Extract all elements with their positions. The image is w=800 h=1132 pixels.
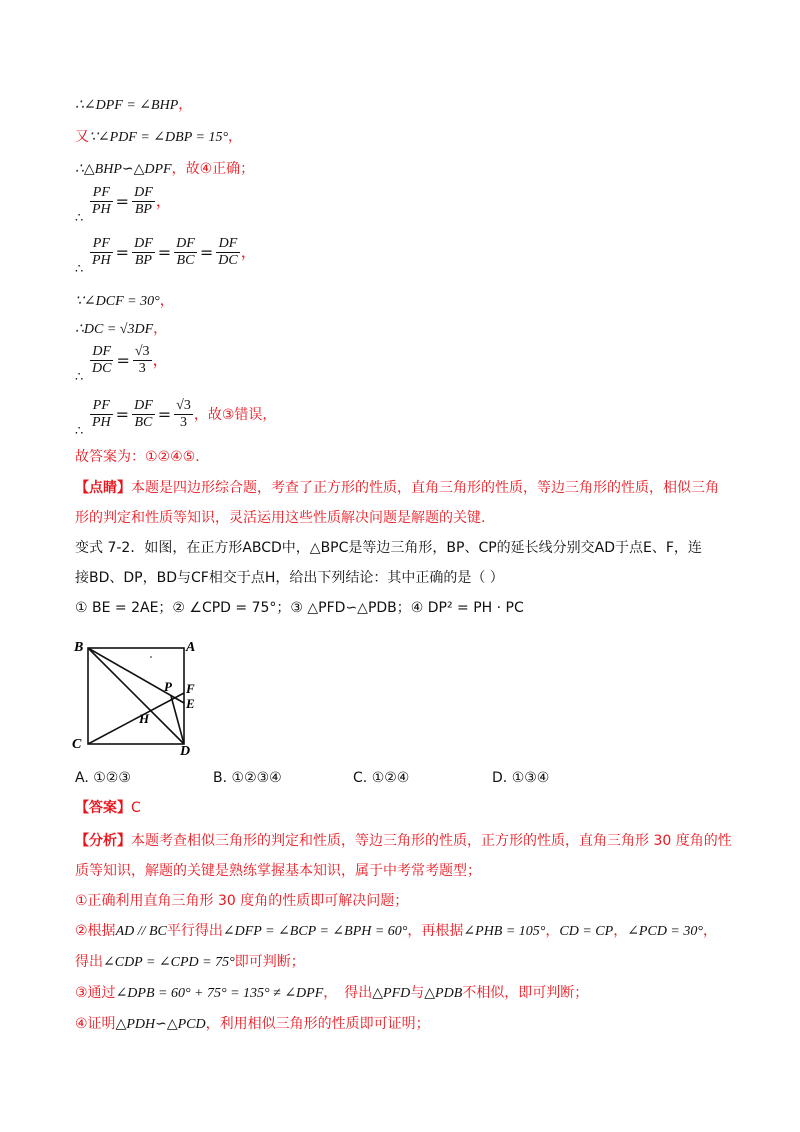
therefore-symbol: ∴ [75, 211, 84, 226]
answer-summary: 故答案为：①②④⑤. [75, 449, 200, 465]
step-7-math: ∴DC = √3DF [75, 322, 154, 337]
analysis-block [75, 826, 735, 1040]
option-d[interactable]: D. ①③④ [492, 770, 550, 786]
step-line-6 [75, 292, 174, 311]
step-3-tail: ，故④正确； [171, 161, 255, 177]
step-2-tail: ， [228, 129, 243, 145]
step-2-math: ∵∠PDF = ∠DBP = 15° [89, 130, 229, 145]
answer-tag: 【答案】 [75, 800, 131, 816]
analysis-point-2: ②根据AD // BC平行得出∠DFP = ∠BCP = ∠BPH = 60°，再根据∠PHB = 105°，CD = CP，∠PCD = 30°， [75, 923, 717, 939]
step-line-3 [75, 160, 254, 179]
step-6-tail: ， [159, 293, 174, 309]
analysis-line-1: 【分析】本题考查相似三角形的判定和性质，等边三角形的性质，正方形的性质，直角三角形 30 度角的性 [75, 833, 732, 849]
fraction: $\frac{PF}{PH}$ [92, 236, 111, 268]
option-a[interactable]: A. ①②③ [75, 770, 131, 786]
problem-line-2: 接BD、DP，BD与CF相交于点H，给出下列结论：其中正确的是（ ） [75, 570, 504, 586]
analysis-line-2: 质等知识，解题的关键是熟练掌握基本知识，属于中考常考题型； [75, 863, 481, 879]
therefore-symbol: ∴ [75, 424, 84, 439]
label-a: A [186, 640, 196, 655]
analysis-point-4: ④证明△PDH∽△PCD，利用相似三角形的性质即可证明； [75, 1016, 430, 1032]
option-c[interactable]: C. ①②④ [353, 770, 410, 786]
label-p: P [164, 679, 172, 694]
problem-line-3: ① BE = 2AE；② ∠CPD = 75°；③ △PFD∽△PDB；④ DP² = PH · PC [75, 600, 524, 616]
problem-block [75, 533, 735, 623]
segment-cf [88, 693, 184, 744]
document-page: ∴∠DPF = ∠BHP， 又∵∠PDF = ∠DBP = 15°， ∴△BHP∽△DPF，故④正确； ∴ $\frac{PF}{PH}$ = $\frac{DF}{BP}$ ， ∴ $\frac{PF}{PH}$ = $\frac{DF}{BP}$ = $\frac{DF}{BC}$ = $\frac{DF}{DC}$ ， ∵∠DCF = 30°， ∴DC = √3DF， ∴ $\frac{DF}{DC}$ = $\frac{√3}{3}$ ， ∴ $\frac{PF}{PH}$ = $\frac{DF}{BC}$ = $\frac{√3}{3}$ ，故③错误， 故答案为：①②④⑤. 【点睛】本题是四边形综合题，考查了正方形的性质，直角三角形的性质，等边三角形的性质，相似三角 形的判定和性质等知识，灵活运用这些性质解决问题是解题的关键. 变式 7-2．如图，在正方形ABCD中，△BPC是等边三角形，BP、CP的延长线分别交AD于点E、F，连 接BD、DP，BD与CF相交于点H，给出下列结论：其中正确的是（ ） ① BE = 2AE；② ∠CPD = 75°；③ △PFD∽△PDB；④ DP² = PH · PC B A C D P F E H A. ①②③ B. ①②③④ C. ①②④ D. ①③④ 【答案】C 【分析】本题考查相似三角形的判定和性质，等边三角形的性质，正方形的性质，直角三角形 30 度角的性 质等知识，解题的关键是熟练掌握基本知识，属于中考常考题型； ①正确利用直角三角形 30 度角的性质即可解决问题； ②根据AD // BC平行得出∠DFP = ∠BCP = ∠BPH = 60°，再根据∠PHB = 105°，CD = CP，∠PCD = 30°， 得出∠CDP = ∠CPD = 75°即可判断； ③通过∠DPB = 60° + 75° = 135° ≠ ∠DPF， 得出△PFD与△PDB不相似，即可判断； ④证明△PDH∽△PCD，利用相似三角形的性质即可证明； [0, 0, 800, 1132]
step-line-7 [75, 320, 167, 339]
segment-bd [88, 648, 184, 744]
fraction: $\frac{√3}{3}$ [176, 398, 191, 430]
problem-line-1: 变式 7-2．如图，在正方形ABCD中，△BPC是等边三角形，BP、CP的延长线分别交AD于点E、F，连 [75, 540, 702, 556]
stray-dot [150, 656, 152, 658]
step-1-math: ∴∠DPF = ∠BHP [75, 98, 179, 113]
geometry-figure [70, 635, 210, 755]
fraction: $\frac{DF}{BC}$ [176, 236, 195, 268]
comment-line-2: 形的判定和性质等知识，灵活运用这些性质解决问题是解题的关键. [75, 510, 486, 526]
step-3-math: ∴△BHP∽△DPF [75, 162, 172, 177]
fraction: $\frac{DF}{BP}$ [134, 185, 153, 217]
step-6-math: ∵∠DCF = 30° [75, 294, 160, 309]
fraction: $\frac{DF}{DC}$ [218, 236, 238, 268]
fraction: $\frac{DF}{BP}$ [134, 236, 153, 268]
fraction: $\frac{DF}{BC}$ [134, 398, 153, 430]
option-b[interactable]: B. ①②③④ [213, 770, 282, 786]
segment-be [88, 648, 184, 703]
fraction: $\frac{PF}{PH}$ [92, 398, 111, 430]
label-f: F [186, 681, 195, 696]
label-b: B [74, 640, 84, 655]
label-d: D [180, 744, 191, 755]
label-c: C [72, 737, 82, 752]
label-h: H [139, 711, 150, 726]
step-line-1 [75, 96, 192, 115]
analysis-point-1: ①正确利用直角三角形 30 度角的性质即可解决问题； [75, 893, 409, 909]
step-7-tail: ， [153, 321, 168, 337]
step-line-2 [75, 128, 242, 147]
answer-line [75, 799, 141, 817]
comment-line-1: 【点睛】本题是四边形综合题，考查了正方形的性质，直角三角形的性质，等边三角形的性质，相似三角 [75, 480, 719, 496]
fraction: $\frac{DF}{DC}$ [92, 344, 112, 376]
analysis-point-2-cont: 得出∠CDP = ∠CPD = 75°即可判断； [75, 954, 305, 970]
comment-tag: 【点睛】 [75, 480, 131, 496]
fraction: $\frac{√3}{3}$ [134, 344, 150, 376]
therefore-symbol: ∴ [75, 262, 84, 277]
answer-value: C [131, 800, 141, 816]
analysis-point-3: ③通过∠DPB = 60° + 75° = 135° ≠ ∠DPF， 得出△PFD与△PDB不相似，即可判断； [75, 985, 589, 1001]
fraction: $\frac{PF}{PH}$ [92, 185, 111, 217]
therefore-symbol: ∴ [75, 370, 84, 385]
label-e: E [186, 696, 195, 711]
step-1-tail: ， [178, 97, 193, 113]
comment-block [75, 473, 735, 533]
step-2-prefix: 又 [75, 129, 89, 145]
analysis-tag: 【分析】 [75, 833, 131, 849]
